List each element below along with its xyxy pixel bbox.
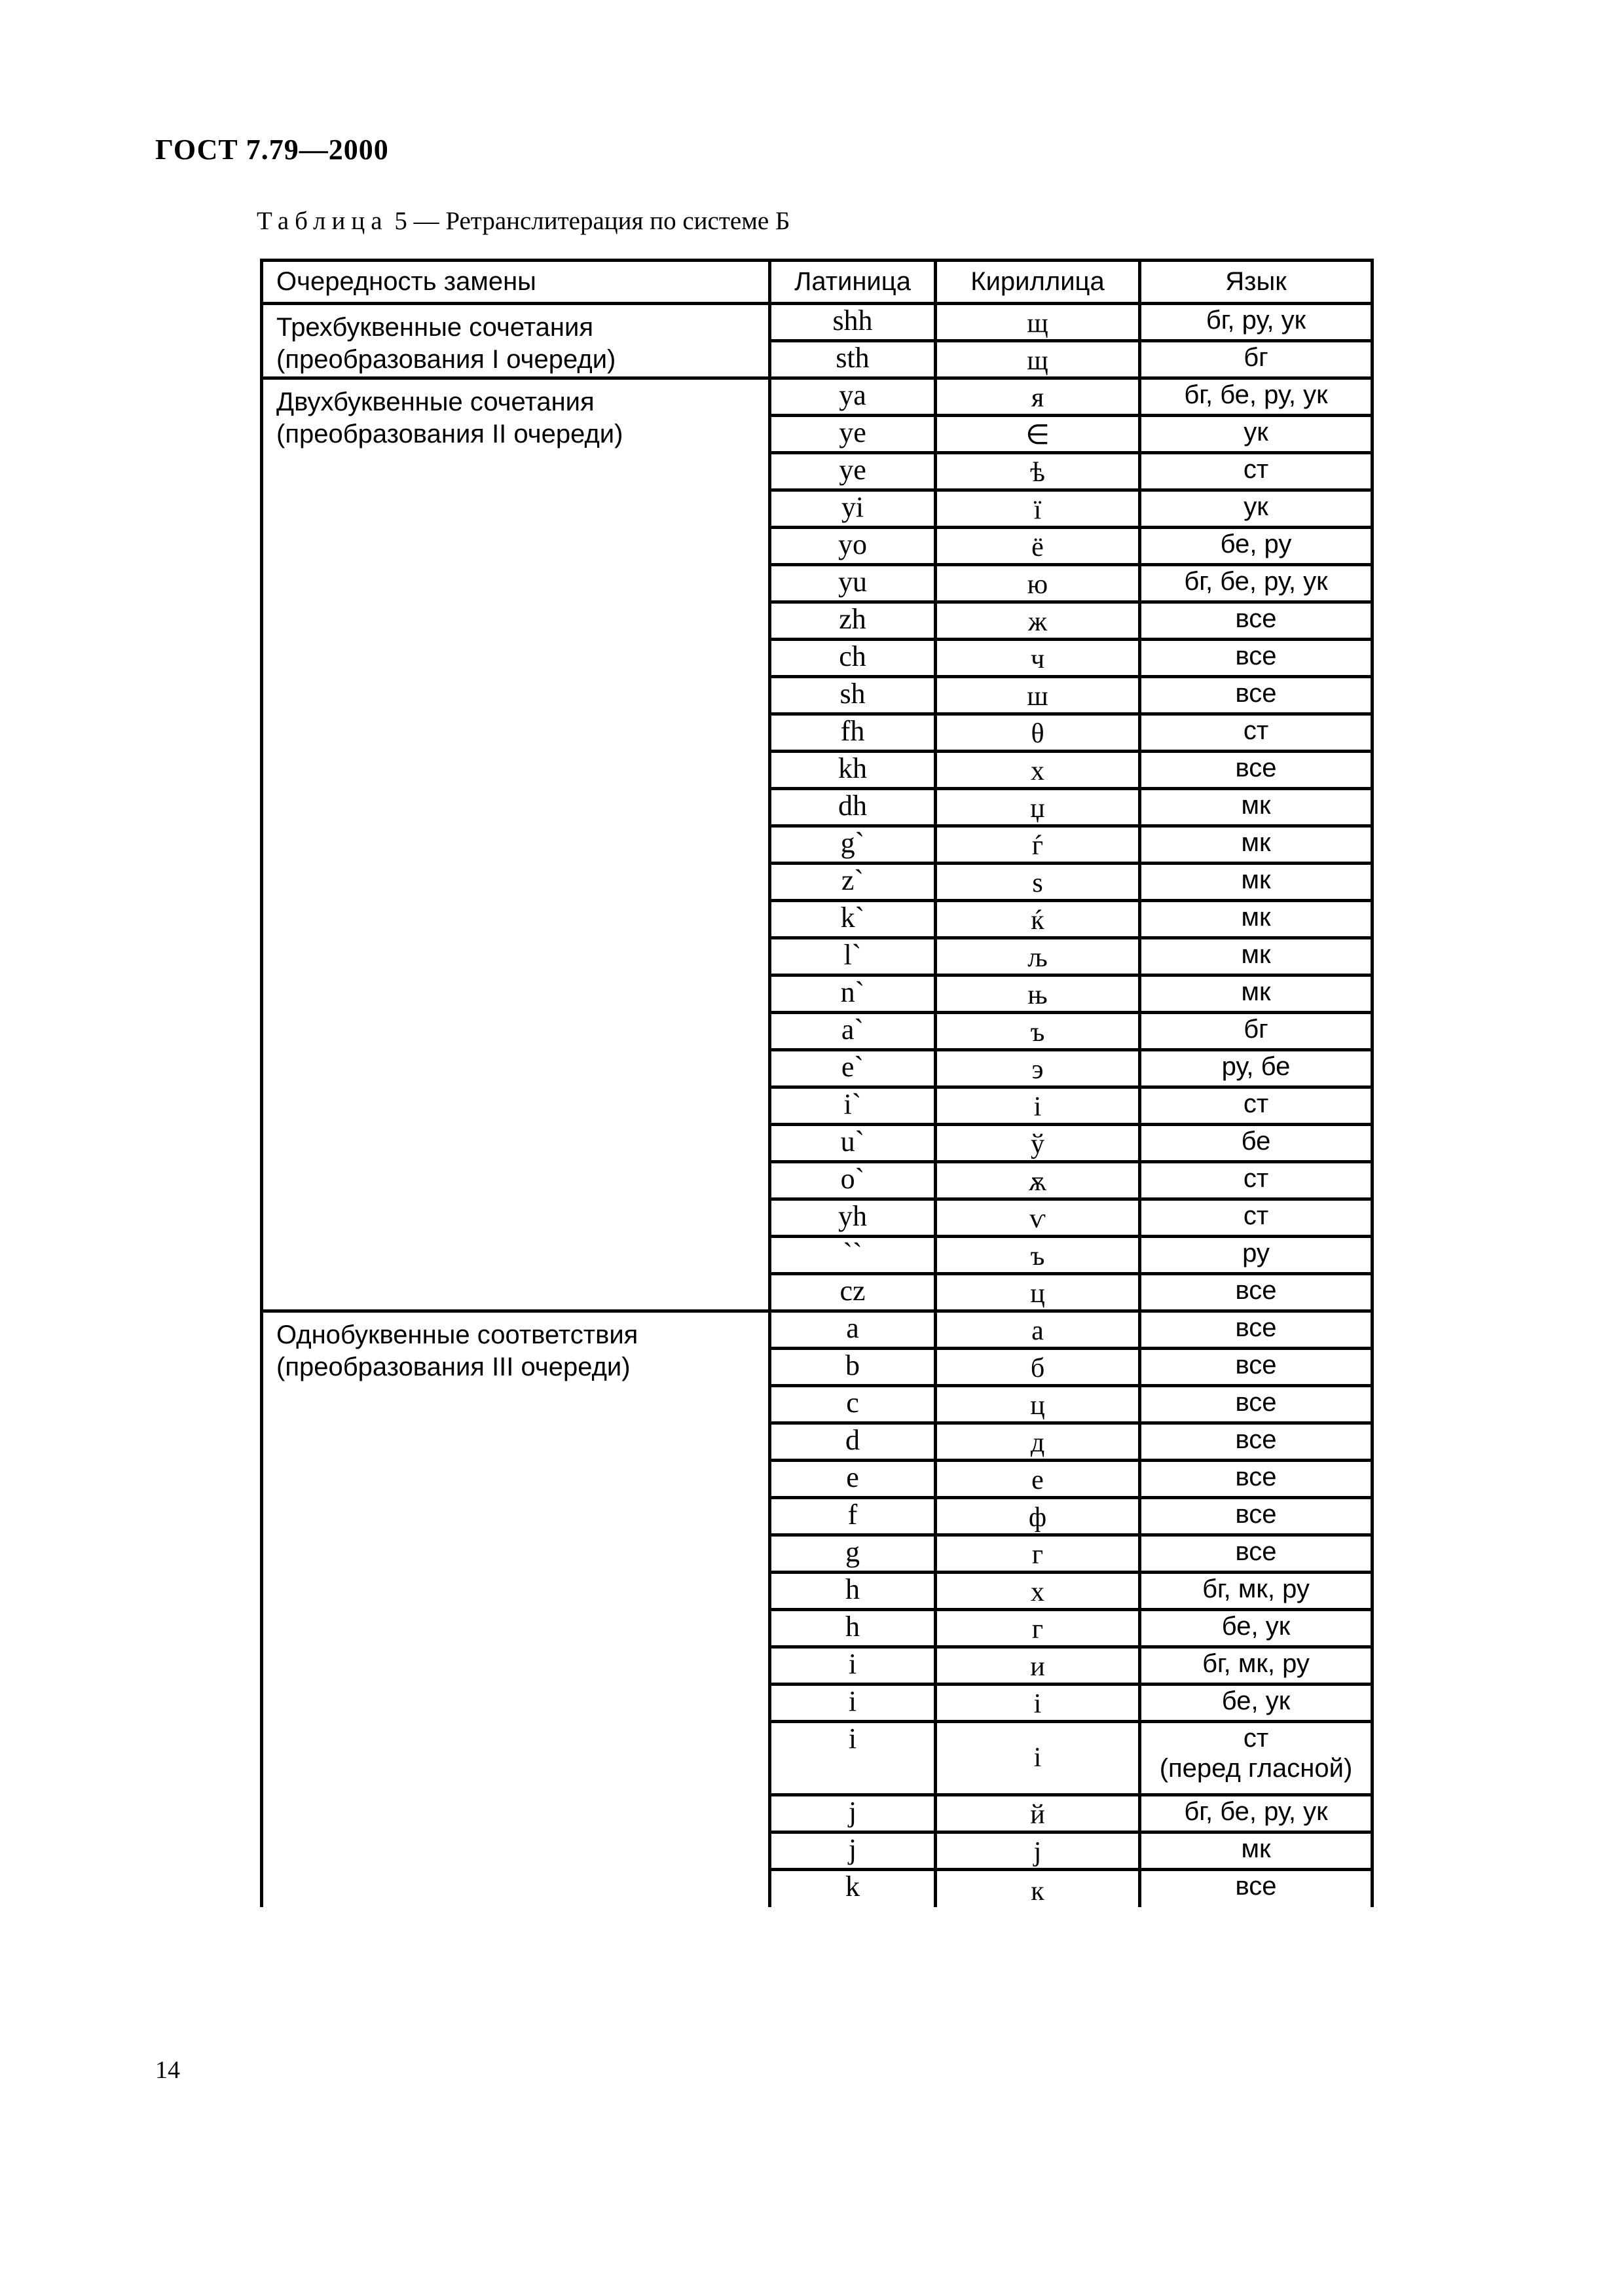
latin-cell: o` [770,1162,936,1199]
language-cell: все [1140,640,1373,677]
latin-cell: l` [770,938,936,975]
latin-cell: j [770,1832,936,1870]
latin-cell: h [770,1573,936,1610]
cyrillic-cell: θ [936,714,1140,752]
cyrillic-cell: е [936,1461,1140,1498]
language-cell: ру, бе [1140,1050,1373,1087]
latin-cell: a` [770,1013,936,1050]
latin-cell: i [770,1647,936,1685]
latin-cell: z` [770,864,936,901]
cyrillic-cell: ж [936,602,1140,640]
language-cell: ст [1140,1199,1373,1237]
group-label-subtitle: (преобразования III очереди) [276,1353,631,1381]
group-label-title: Трехбуквенные сочетания [276,313,594,342]
transliteration-table [260,259,1374,1907]
language-cell-note: (перед гласной) [1159,1754,1353,1783]
latin-cell: `` [770,1237,936,1274]
latin-cell: fh [770,714,936,752]
language-cell: мк [1140,975,1373,1013]
group-label-cell [262,378,770,1311]
language-cell [1140,1722,1373,1795]
latin-cell: ch [770,640,936,677]
latin-cell: zh [770,602,936,640]
cyrillic-cell: ј [936,1832,1140,1870]
page-number: 14 [155,2056,180,2084]
language-cell: ст [1140,1162,1373,1199]
cyrillic-cell: ї [936,490,1140,528]
language-cell: бг, бе, ру, ук [1140,378,1373,416]
table-caption [257,206,790,236]
latin-cell: ye [770,453,936,490]
language-cell: все [1140,1274,1373,1311]
language-cell: ст [1140,714,1373,752]
language-cell: все [1140,677,1373,714]
cyrillic-cell: і [936,1685,1140,1722]
table-caption-text: 5 — Ретранслитерация по системе Б [394,207,790,235]
group-label-cell [262,1311,770,1907]
cyrillic-cell: б [936,1349,1140,1386]
language-cell: мк [1140,938,1373,975]
latin-cell: k [770,1870,936,1907]
latin-cell: a [770,1311,936,1349]
cyrillic-cell: ∈ [936,416,1140,453]
language-cell: все [1140,602,1373,640]
language-cell: все [1140,1386,1373,1423]
cyrillic-cell: й [936,1795,1140,1832]
cyrillic-cell: ќ [936,901,1140,938]
latin-cell: i [770,1685,936,1722]
column-header-cyrillic: Кириллица [936,261,1140,304]
language-cell: ст [1140,453,1373,490]
language-cell: бе [1140,1125,1373,1162]
column-header-language: Язык [1140,261,1373,304]
latin-cell: e` [770,1050,936,1087]
cyrillic-cell: ю [936,565,1140,602]
group-label-title: Двухбуквенные сочетания [276,388,595,416]
cyrillic-cell: я [936,378,1140,416]
cyrillic-cell: ѵ [936,1199,1140,1237]
latin-cell: j [770,1795,936,1832]
latin-cell: yi [770,490,936,528]
table-caption-label: Таблица [257,207,388,235]
cyrillic-cell: і [936,1087,1140,1125]
language-cell: бг [1140,1013,1373,1050]
latin-cell: sh [770,677,936,714]
latin-cell: b [770,1349,936,1386]
language-cell: ук [1140,416,1373,453]
cyrillic-cell: ѣ [936,453,1140,490]
cyrillic-cell: ѕ [936,864,1140,901]
cyrillic-cell: ц [936,1274,1140,1311]
latin-cell: dh [770,789,936,826]
cyrillic-cell: а [936,1311,1140,1349]
cyrillic-cell: э [936,1050,1140,1087]
cyrillic-cell: ъ [936,1013,1140,1050]
language-cell: все [1140,1535,1373,1573]
latin-cell: ya [770,378,936,416]
latin-cell: g` [770,826,936,864]
group-label-title: Однобуквенные соответствия [276,1321,638,1349]
cyrillic-cell: д [936,1423,1140,1461]
column-header-order: Очередность замены [262,261,770,304]
language-cell: бг, мк, ру [1140,1573,1373,1610]
language-cell: бе, ру [1140,528,1373,565]
latin-cell: yo [770,528,936,565]
language-cell: бг, бе, ру, ук [1140,1795,1373,1832]
table-header-row [262,261,1373,304]
language-cell: бе, ук [1140,1610,1373,1647]
cyrillic-cell: х [936,752,1140,789]
latin-cell: ye [770,416,936,453]
cyrillic-cell: ц [936,1386,1140,1423]
column-header-latin: Латиница [770,261,936,304]
cyrillic-cell: х [936,1573,1140,1610]
latin-cell: shh [770,304,936,341]
language-cell: бе, ук [1140,1685,1373,1722]
cyrillic-cell: ч [936,640,1140,677]
latin-cell: d [770,1423,936,1461]
language-cell: мк [1140,826,1373,864]
cyrillic-cell: њ [936,975,1140,1013]
latin-cell: sth [770,341,936,378]
latin-cell: yu [770,565,936,602]
latin-cell: n` [770,975,936,1013]
cyrillic-cell: щ [936,341,1140,378]
latin-cell: e [770,1461,936,1498]
cyrillic-cell: ш [936,677,1140,714]
cyrillic-cell: щ [936,304,1140,341]
group-label-cell [262,304,770,378]
language-cell: все [1140,1461,1373,1498]
cyrillic-cell: ѓ [936,826,1140,864]
cyrillic-cell: ё [936,528,1140,565]
latin-cell: i [770,1722,936,1795]
cyrillic-cell: ф [936,1498,1140,1535]
group-label-subtitle: (преобразования I очереди) [276,345,616,374]
language-cell: все [1140,752,1373,789]
latin-cell: f [770,1498,936,1535]
language-cell: бг [1140,341,1373,378]
group-label-subtitle: (преобразования II очереди) [276,420,623,448]
table-row [262,378,1373,416]
table-row [262,1311,1373,1349]
language-cell: все [1140,1311,1373,1349]
language-cell-line: ст [1243,1724,1269,1753]
cyrillic-cell: ъ [936,1237,1140,1274]
cyrillic-cell: і [936,1722,1140,1795]
language-cell: все [1140,1423,1373,1461]
language-cell: ст [1140,1087,1373,1125]
language-cell: мк [1140,789,1373,826]
language-cell: все [1140,1349,1373,1386]
language-cell: все [1140,1870,1373,1907]
latin-cell: i` [770,1087,936,1125]
language-cell: все [1140,1498,1373,1535]
language-cell: мк [1140,1832,1373,1870]
latin-cell: u` [770,1125,936,1162]
latin-cell: g [770,1535,936,1573]
cyrillic-cell: џ [936,789,1140,826]
latin-cell: h [770,1610,936,1647]
language-cell: бг, мк, ру [1140,1647,1373,1685]
cyrillic-cell: љ [936,938,1140,975]
cyrillic-cell: ѫ [936,1162,1140,1199]
language-cell: ру [1140,1237,1373,1274]
latin-cell: k` [770,901,936,938]
language-cell: мк [1140,864,1373,901]
latin-cell: kh [770,752,936,789]
language-cell: ук [1140,490,1373,528]
table-body [262,304,1373,1907]
language-cell: мк [1140,901,1373,938]
table-row [262,304,1373,341]
cyrillic-cell: ў [936,1125,1140,1162]
cyrillic-cell: и [936,1647,1140,1685]
language-cell: бг, бе, ру, ук [1140,565,1373,602]
document-title: ГОСТ 7.79—2000 [155,134,389,166]
cyrillic-cell: г [936,1610,1140,1647]
cyrillic-cell: г [936,1535,1140,1573]
latin-cell: cz [770,1274,936,1311]
latin-cell: yh [770,1199,936,1237]
latin-cell: c [770,1386,936,1423]
cyrillic-cell: к [936,1870,1140,1907]
language-cell: бг, ру, ук [1140,304,1373,341]
